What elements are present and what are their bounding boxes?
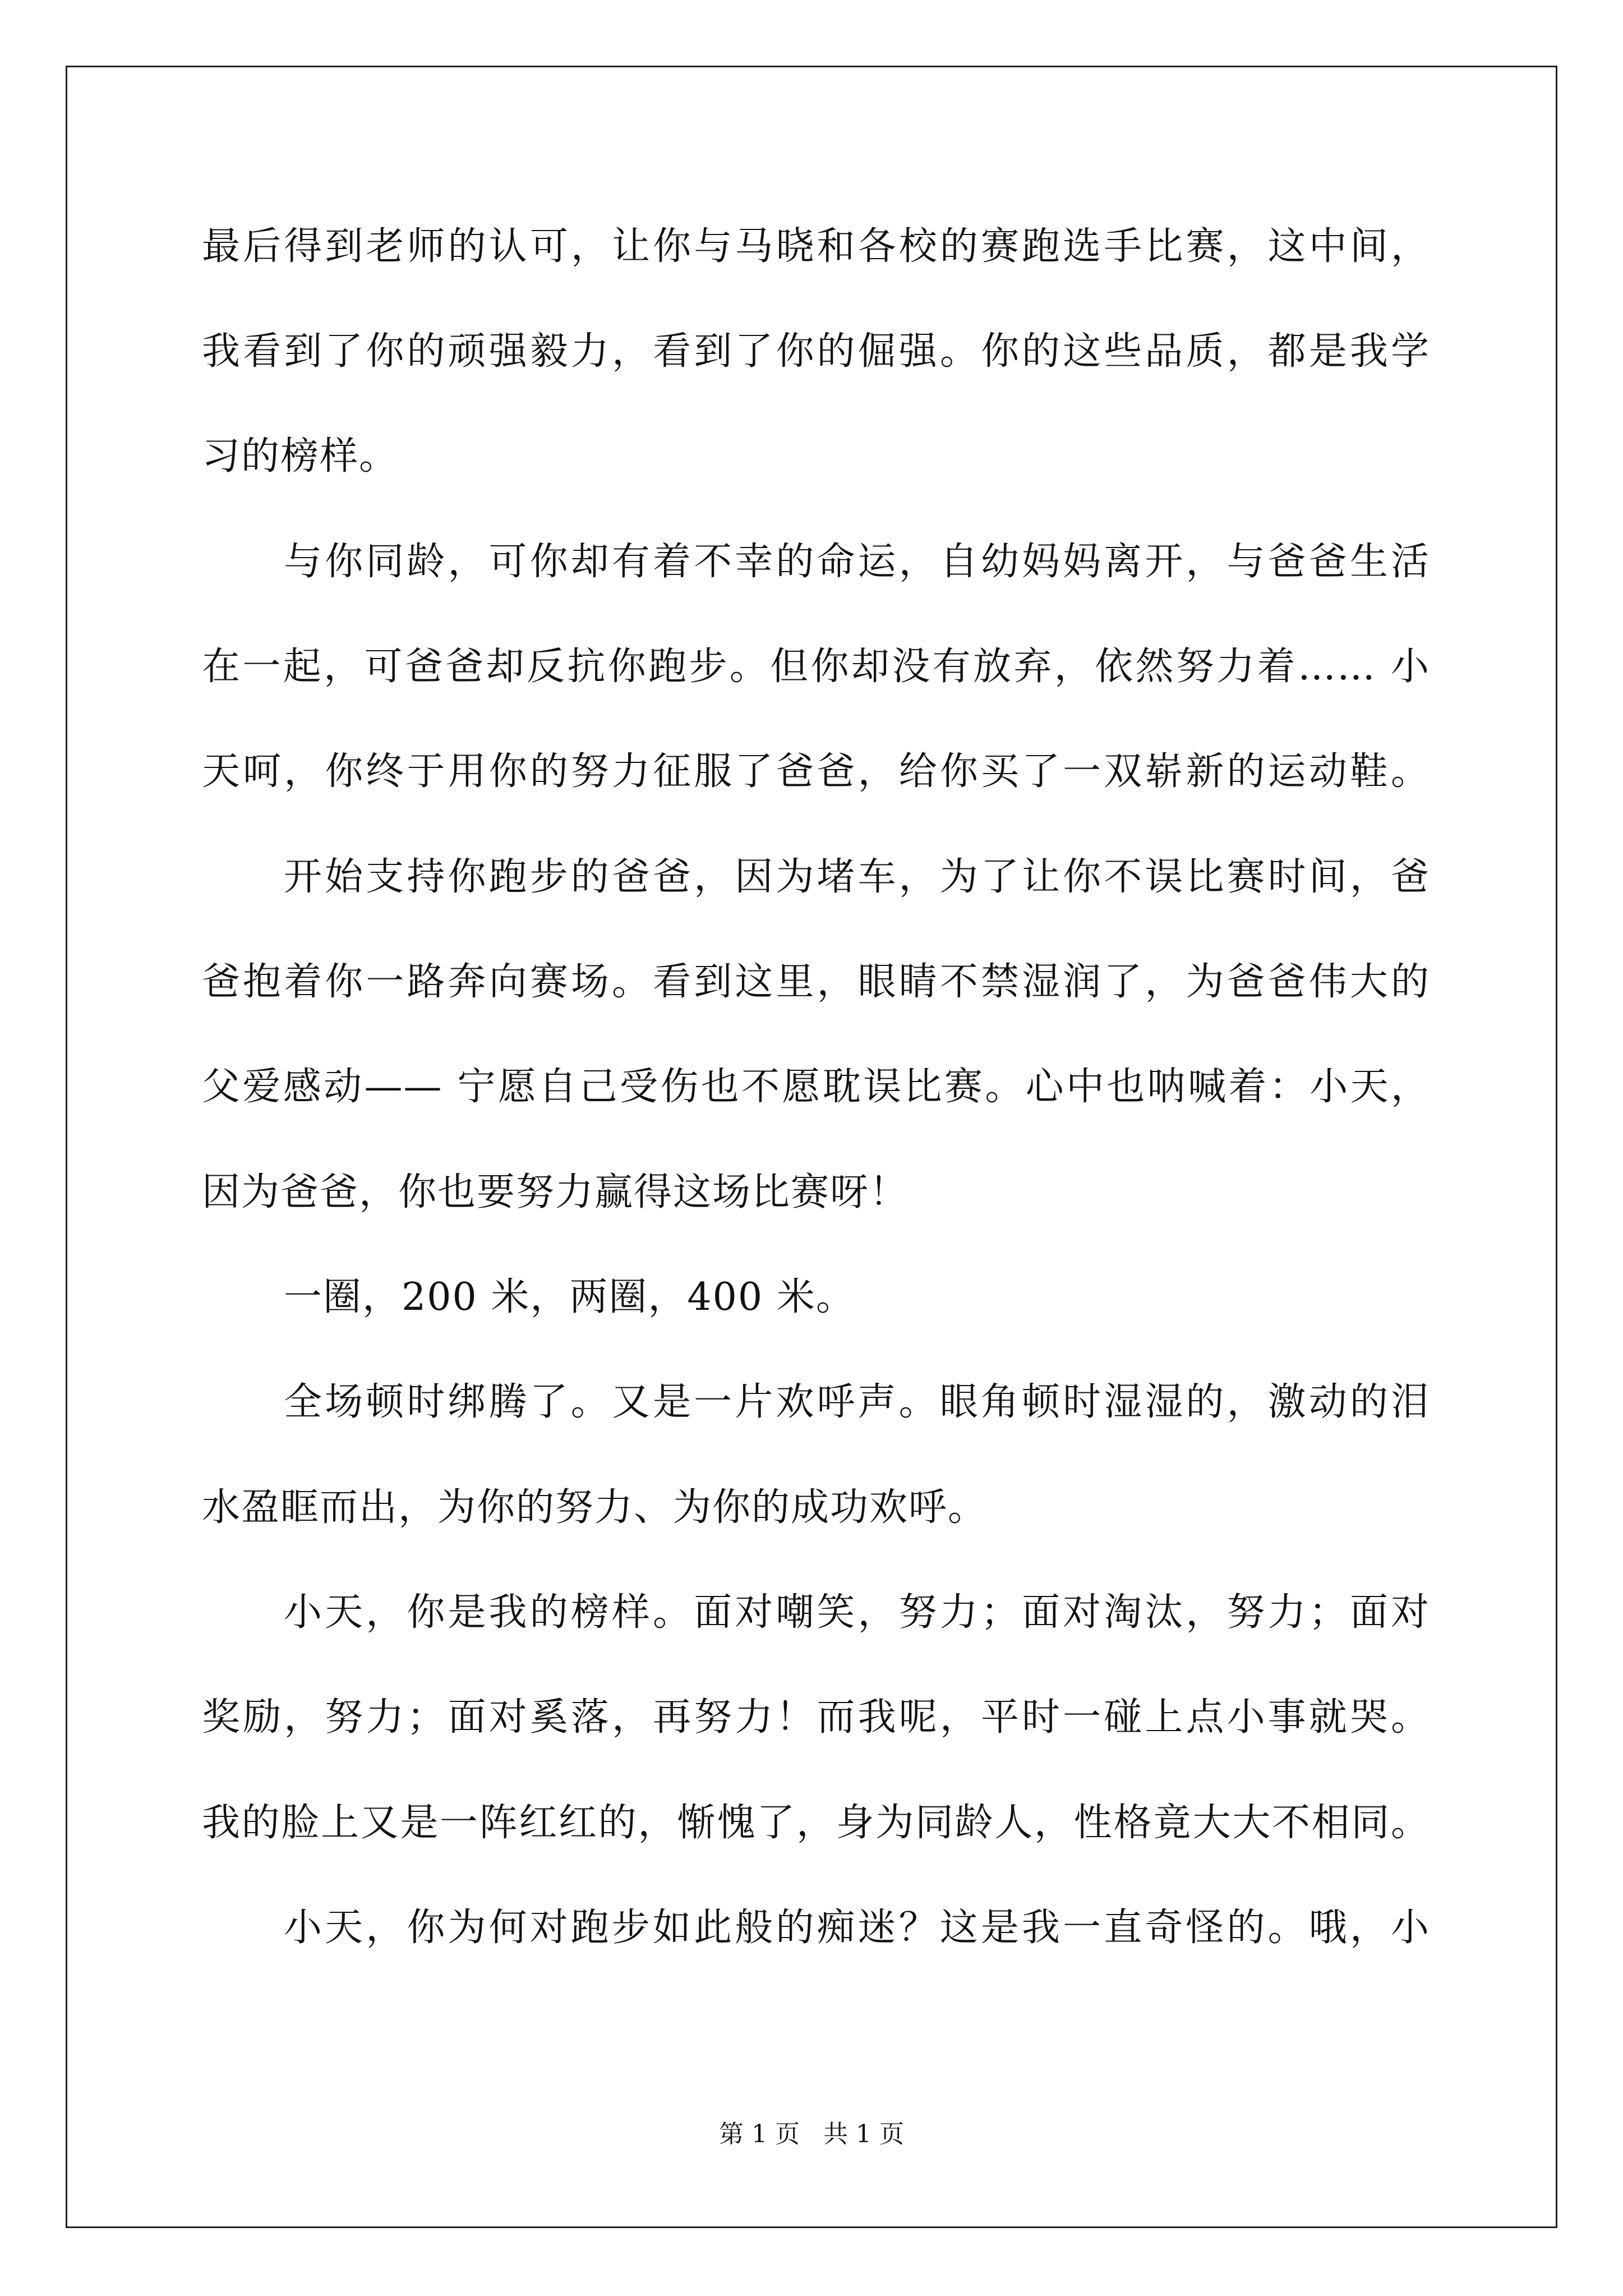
text-line: 最后得到老师的认可，让你与马晓和各校的赛跑选手比赛，这中间， bbox=[202, 224, 1430, 269]
page-number: 第 1 页 bbox=[719, 2120, 800, 2148]
text-line: 爸抱着你一路奔向赛场。看到这里，眼睛不禁湿润了，为爸爸伟大的 bbox=[202, 960, 1430, 1004]
text-line: 与你同龄，可你却有着不幸的命运，自幼妈妈离开，与爸爸生活 bbox=[284, 540, 1430, 584]
text-line: 奖励，努力；面对奚落，再努力！而我呢，平时一碰上点小事就哭。 bbox=[202, 1695, 1430, 1740]
text-line: 习的榜样。 bbox=[202, 434, 399, 478]
text-line: 我看到了你的顽强毅力，看到了你的倔强。你的这些品质，都是我学 bbox=[202, 329, 1430, 374]
text-line: 我的脸上又是一阵红红的，惭愧了，身为同龄人，性格竟大大不相同。 bbox=[202, 1801, 1430, 1845]
text-line: 小天，你是我的榜样。面对嘲笑，努力；面对淘汰，努力；面对 bbox=[284, 1590, 1430, 1635]
text-line: 天呵，你终于用你的努力征服了爸爸，给你买了一双崭新的运动鞋。 bbox=[202, 749, 1430, 794]
text-line: 水盈眶而出，为你的努力、为你的成功欢呼。 bbox=[202, 1485, 988, 1530]
text-line: 一圈，200 米，两圈，400 米。 bbox=[284, 1275, 855, 1319]
text-line: 小天，你为何对跑步如此般的痴迷？这是我一直奇怪的。哦，小 bbox=[284, 1906, 1430, 1950]
page-total: 共 1 页 bbox=[823, 2120, 904, 2148]
text-line: 在一起，可爸爸却反抗你跑步。但你却没有放弃，依然努力着…… 小 bbox=[202, 645, 1430, 689]
page-footer bbox=[0, 2118, 1623, 2151]
text-line: 因为爸爸，你也要努力赢得这场比赛呀！ bbox=[202, 1170, 909, 1214]
text-line: 全场顿时绑腾了。又是一片欢呼声。眼角顿时湿湿的，激动的泪 bbox=[284, 1380, 1430, 1424]
text-line: 开始支持你跑步的爸爸，因为堵车，为了让你不误比赛时间，爸 bbox=[284, 855, 1430, 899]
text-line: 父爱感动—— 宁愿自己受伤也不愿耽误比赛。心中也呐喊着：小天， bbox=[202, 1065, 1430, 1109]
